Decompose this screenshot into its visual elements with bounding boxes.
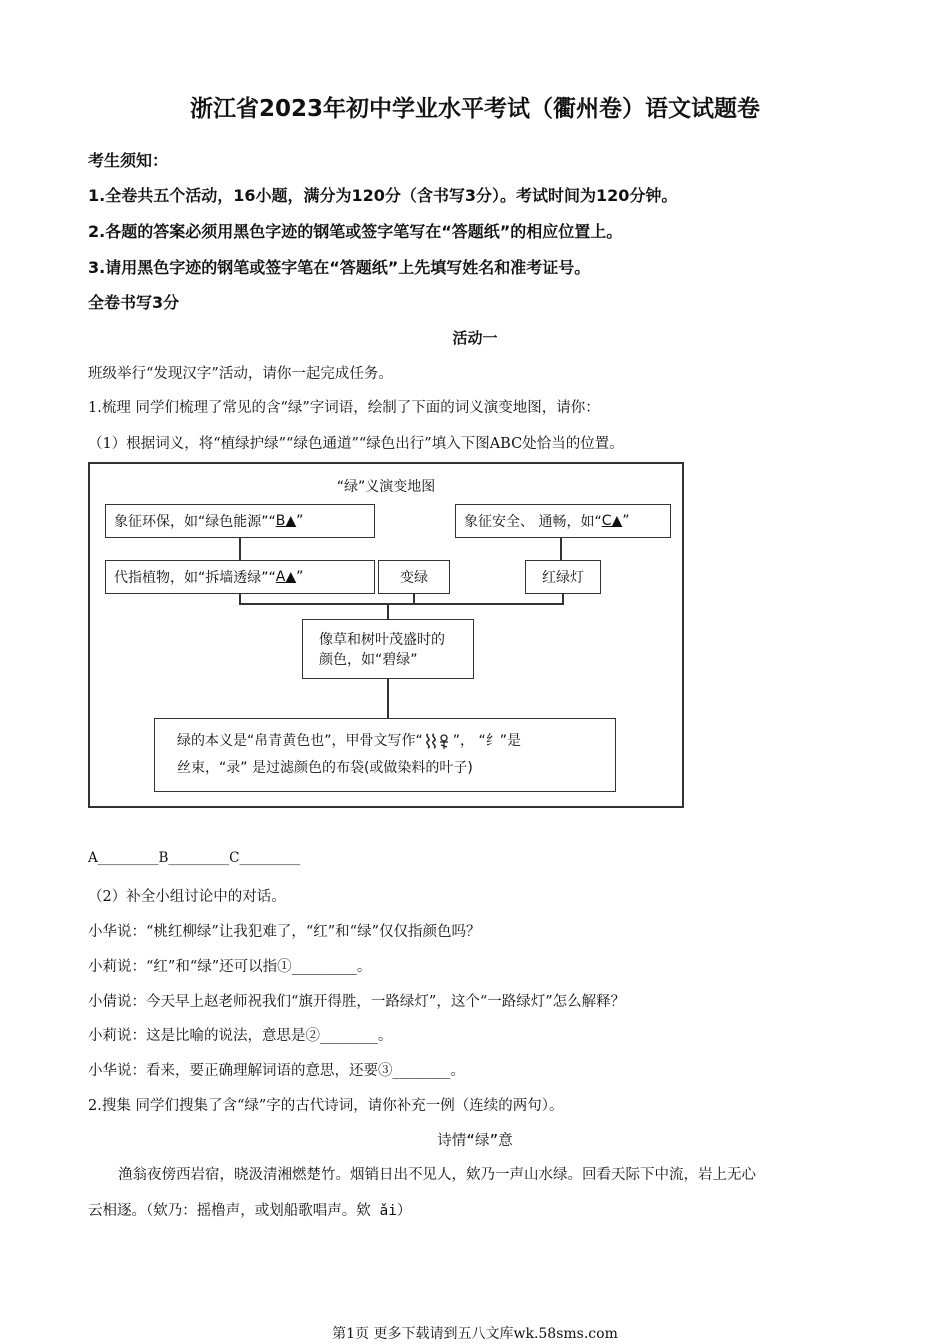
node-b-text: 象征环保，如“绿色能源”“ (114, 514, 276, 530)
oracle-glyph-icon (423, 732, 453, 750)
node-a-mark: A▲ (275, 569, 297, 585)
origin-text-line2: 丝束，“录” 是过滤颜色的布袋(或做染料的叶子) (177, 760, 473, 776)
node-middle (302, 619, 474, 679)
node-middle-line1: 像草和树叶茂盛时的 (319, 632, 445, 648)
dialog-line: 小莉说：这是比喻的说法，意思是②________。 (88, 1028, 393, 1044)
meaning-evolution-diagram (88, 462, 684, 808)
node-middle-line2: 颜色，如“碧绿” (319, 652, 418, 668)
question-1-1: （1）根据词义，将“植绿护绿”“绿色通道”“绿色出行”填入下图ABC处恰当的位置。 (88, 436, 624, 452)
dialog-line: 小华说：看来，要正确理解词语的意思，还要③________。 (88, 1063, 465, 1079)
notice-item: 1.全卷共五个活动，16小题，满分为120分（含书写3分）。考试时间为120分钟。 (88, 186, 678, 205)
quote: ” (296, 513, 304, 529)
writing-score: 全卷书写3分 (88, 293, 180, 312)
node-c (455, 504, 671, 538)
node-b-mark: B▲ (275, 513, 297, 529)
page-title: 浙江省2023年初中学业水平考试（衢州卷）语文试题卷 (189, 96, 760, 122)
notice-item: 3.请用黑色字迹的钢笔或签字笔在“答题纸”上先填写姓名和准考证号。 (88, 258, 591, 277)
node-origin (154, 718, 616, 792)
diagram-title: “绿”义演变地图 (336, 479, 436, 495)
node-honglvdeng: 红绿灯 (525, 560, 601, 594)
notice-heading: 考生须知： (88, 151, 169, 170)
poem-line: 渔翁夜傍西岩宿，晓汲清湘燃楚竹。烟销日出不见人，欸乃一声山水绿。回看天际下中流，岩上无心 (118, 1167, 756, 1183)
activity-heading: 活动一 (452, 329, 498, 347)
node-c-text: 象征安全、 通畅，如“ (464, 514, 602, 530)
dialog-line: 小莉说：“红”和“绿”还可以指①_________。 (88, 959, 372, 975)
question-1: 1.梳理 同学们梳理了常见的含“绿”字词语，绘制了下面的词义演变地图，请你： (88, 400, 600, 416)
origin-text-a: 绿的本义是“帛青黄色也”，甲骨文写作“ (177, 733, 423, 749)
notice-item: 2.各题的答案必须用黑色字迹的钢笔或签字笔写在“答题纸”的相应位置上。 (88, 222, 623, 241)
node-c-mark: C▲ (601, 513, 623, 529)
node-a (105, 560, 375, 594)
origin-text-b: ”， “纟”是 (452, 733, 521, 749)
poem-line: 云相逐。（欸乃：摇橹声，或划船歌唱声。欸 ǎi） (88, 1203, 412, 1219)
quote: ” (296, 569, 304, 585)
node-bianlv: 变绿 (378, 560, 450, 594)
quote: ” (622, 513, 630, 529)
dialog-line: 小倩说：今天早上赵老师祝我们“旗开得胜，一路绿灯”，这个“一路绿灯”怎么解释？ (88, 994, 626, 1010)
page-footer: 第1页 更多下载请到五八文库wk.58sms.com (332, 1326, 618, 1342)
question-2: 2.搜集 同学们搜集了含“绿”字的古代诗词，请你补充一例（连续的两句）。 (88, 1098, 564, 1114)
question-1-2: （2）补全小组讨论中的对话。 (88, 889, 286, 905)
answer-line[interactable]: A_________B_________C_________ (88, 850, 301, 866)
node-a-text: 代指植物，如“拆墙透绿”“ (114, 570, 276, 586)
dialog-line: 小华说：“桃红柳绿”让我犯难了，“红”和“绿”仅仅指颜色吗？ (88, 924, 481, 940)
poem-title: 诗情“绿”意 (437, 1133, 513, 1149)
activity-intro: 班级举行“发现汉字”活动，请你一起完成任务。 (88, 366, 393, 382)
node-b (105, 504, 375, 538)
